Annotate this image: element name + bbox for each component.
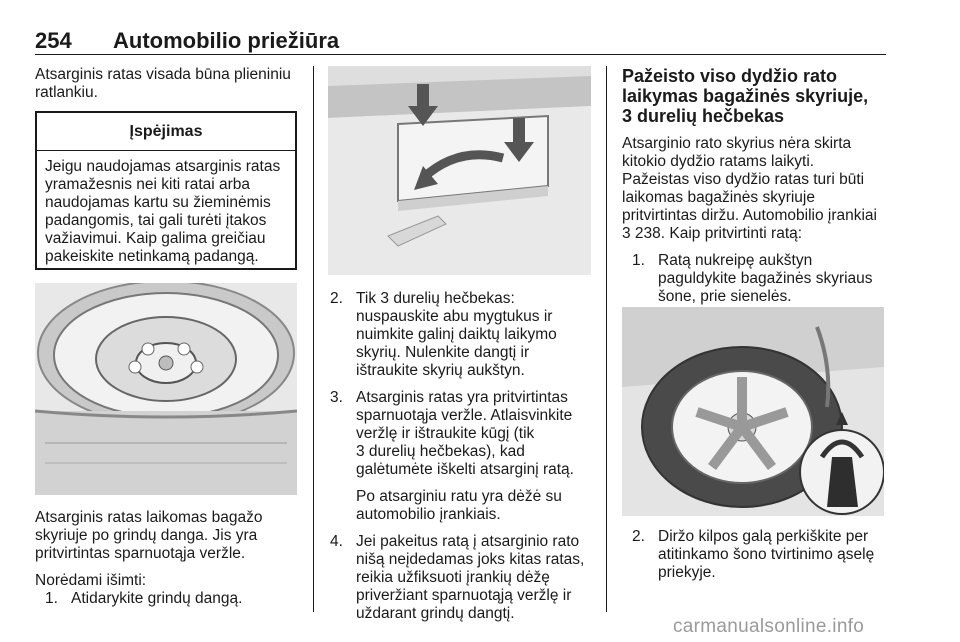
column-3 xyxy=(622,66,888,306)
warning-box xyxy=(35,111,297,270)
watermark: carmanualsonline.info xyxy=(673,616,865,637)
wheel-caption: Atsarginis ratas laikomas bagažo skyriuje po grindų danga. Jis yra pritvirtintas sparnuotąja veržle. xyxy=(35,509,263,562)
header-rule xyxy=(35,54,886,55)
column-divider-2 xyxy=(606,66,607,612)
step-1: 1. Atidarykite grindų dangą. xyxy=(45,590,243,607)
steps-intro: Norėdami išimti: xyxy=(35,572,147,589)
page-title: Automobilio priežiūra xyxy=(113,28,340,53)
column-1 xyxy=(35,66,297,102)
col3-step-1: 1. Ratą nukreipę aukštyn paguldykite bagažinės skyriaus šone, prie sienelės. xyxy=(632,252,873,305)
column-divider-1 xyxy=(313,66,314,612)
warning-body: Jeigu naudojamas atsarginis ratas yramažesnis nei kiti ratai arba naudojamas kartu su žieminėmis padangomis, tai gali turėti įtakos važiavimui. Kaip galima greičiau pakeiskite netinkamą padangą. xyxy=(45,158,281,265)
step-3: 3. Atsarginis ratas yra pritvirtintas sparnuotąja veržle. Atlaisvinkite veržlę ir ištraukite kūgį (tik 3 durelių hečbekas), kad galėtumėte iškelti atsarginį ratą. Po atsarginiu ratu yra dėžė su automobilio įrankiais. xyxy=(330,389,591,524)
column-2 xyxy=(328,290,591,623)
section-heading: Pažeisto viso dydžio rato laikymas bagažinės skyriuje, 3 durelių hečbekas xyxy=(622,66,869,126)
page-reference-link[interactable]: 3 238. Kaip pritvirtinti ratą: xyxy=(622,225,803,242)
luggage-cover-image xyxy=(328,66,591,275)
warning-title: Įspėjimas xyxy=(37,113,295,151)
section-body: Atsarginio rato skyrius nėra skirta kitokio dydžio ratams laikyti. Pažeistas viso dydžio ratas turi būti laikomas bagažinės skyriuje pritvirtintas diržu. Automobilio įrankiai 3 238. Kaip pritvirtinti ratą: xyxy=(622,135,877,242)
page-number: 254 xyxy=(35,28,72,53)
column-3-lower xyxy=(622,528,888,582)
wheel-strap-illustration xyxy=(622,307,884,516)
wheel-strap-image xyxy=(622,307,884,516)
column-1-lower xyxy=(35,509,297,608)
intro-text: Atsarginis ratas visada būna plieniniu ratlankiu. xyxy=(35,66,291,101)
step-2: 2. Tik 3 durelių hečbekas: nuspauskite abu mygtukus ir nuimkite galinį daiktų laikymo skyrių. Nulenkite dangtį ir ištraukite skyrių aukštyn. xyxy=(330,290,557,379)
step-4: 4. Jei pakeitus ratą į atsarginio rato nišą neįdedamas joks kitas ratas, reikia užfiksuoti įrankių dėžę priveržiant sparnuotąją veržlę ir uždarant grindų dangtį. xyxy=(330,533,585,622)
luggage-cover-illustration xyxy=(328,66,591,275)
spare-wheel-image xyxy=(35,283,297,495)
col3-step-2: 2. Diržo kilpos galą perkiškite per atitinkamo šono tvirtinimo ąselę priekyje. xyxy=(632,528,875,581)
spare-wheel-illustration xyxy=(35,283,297,495)
step-3-note: Po atsarginiu ratu yra dėžė su automobilio įrankiais. xyxy=(356,488,562,523)
